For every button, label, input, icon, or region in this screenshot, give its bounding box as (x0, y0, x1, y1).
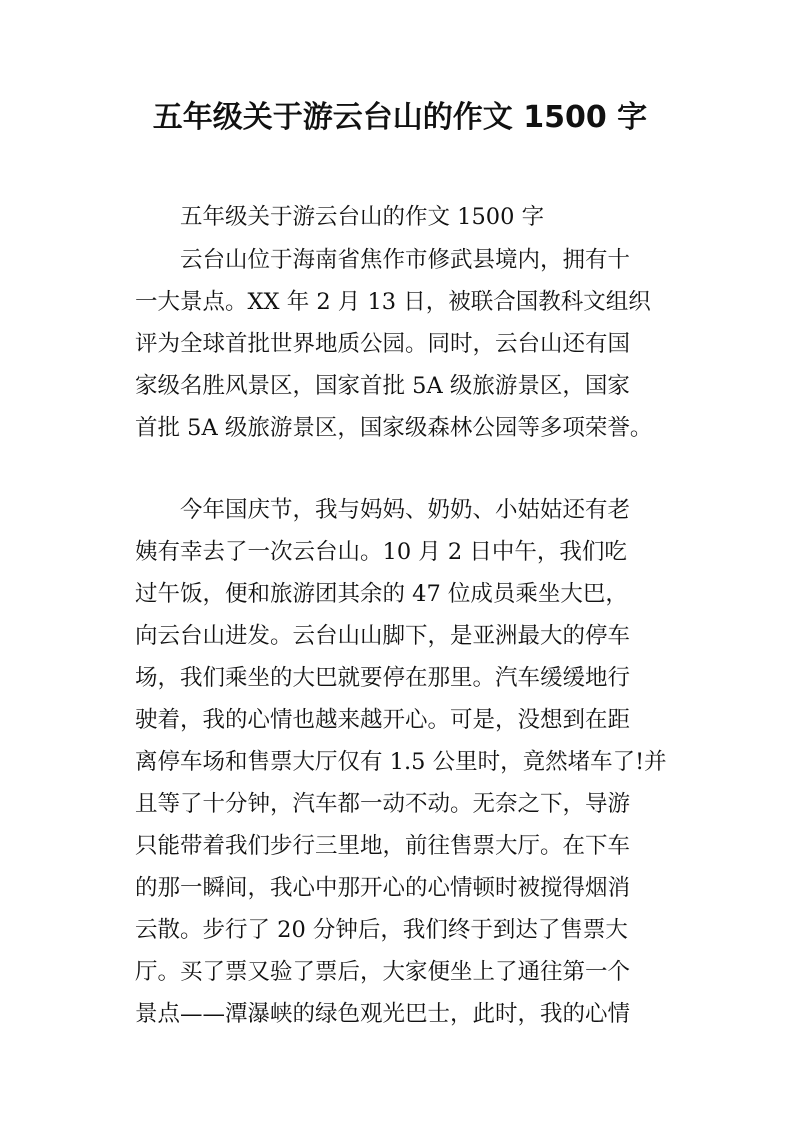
paragraph-line: 首批 5A 级旅游景区，国家级森林公园等多项荣誉。 (135, 415, 653, 441)
paragraph-line: 驶着，我的心情也越来越开心。可是，没想到在距 (135, 707, 631, 733)
paragraph-line: 只能带着我们步行三里地，前往售票大厅。在下车 (135, 833, 631, 859)
paragraph-line: 今年国庆节，我与妈妈、奶奶、小姑姑还有老 (180, 497, 631, 523)
paragraph-line: 场，我们乘坐的大巴就要停在那里。汽车缓缓地行 (135, 665, 631, 691)
document-title: 五年级关于游云台山的作文 1500 字 (152, 100, 648, 135)
subtitle-line: 五年级关于游云台山的作文 1500 字 (180, 204, 545, 230)
paragraph-line: 且等了十分钟，汽车都一动不动。无奈之下，导游 (135, 791, 631, 817)
paragraph-line: 厅。买了票又验了票后，大家便坐上了通往第一个 (135, 959, 631, 985)
paragraph-line: 云台山位于海南省焦作市修武县境内，拥有十 (180, 247, 631, 273)
paragraph-line: 姨有幸去了一次云台山。10 月 2 日中午，我们吃 (135, 539, 627, 565)
paragraph-line: 离停车场和售票大厅仅有 1.5 公里时，竟然堵车了!并 (135, 749, 667, 775)
paragraph-line: 评为全球首批世界地质公园。同时，云台山还有国 (135, 331, 631, 357)
paragraph-line: 向云台山进发。云台山山脚下，是亚洲最大的停车 (135, 623, 631, 649)
paragraph-line: 家级名胜风景区，国家首批 5A 级旅游景区，国家 (135, 373, 630, 399)
paragraph-line: 的那一瞬间，我心中那开心的心情顿时被搅得烟消 (135, 875, 631, 901)
paragraph-line: 过午饭，便和旅游团其余的 47 位成员乘坐大巴， (135, 581, 628, 607)
paragraph-line: 云散。步行了 20 分钟后，我们终于到达了售票大 (135, 917, 628, 943)
paragraph-line: 一大景点。XX 年 2 月 13 日，被联合国教科文组织 (135, 289, 651, 315)
paragraph-line: 景点——潭瀑峡的绿色观光巴士，此时，我的心情 (135, 1001, 631, 1027)
